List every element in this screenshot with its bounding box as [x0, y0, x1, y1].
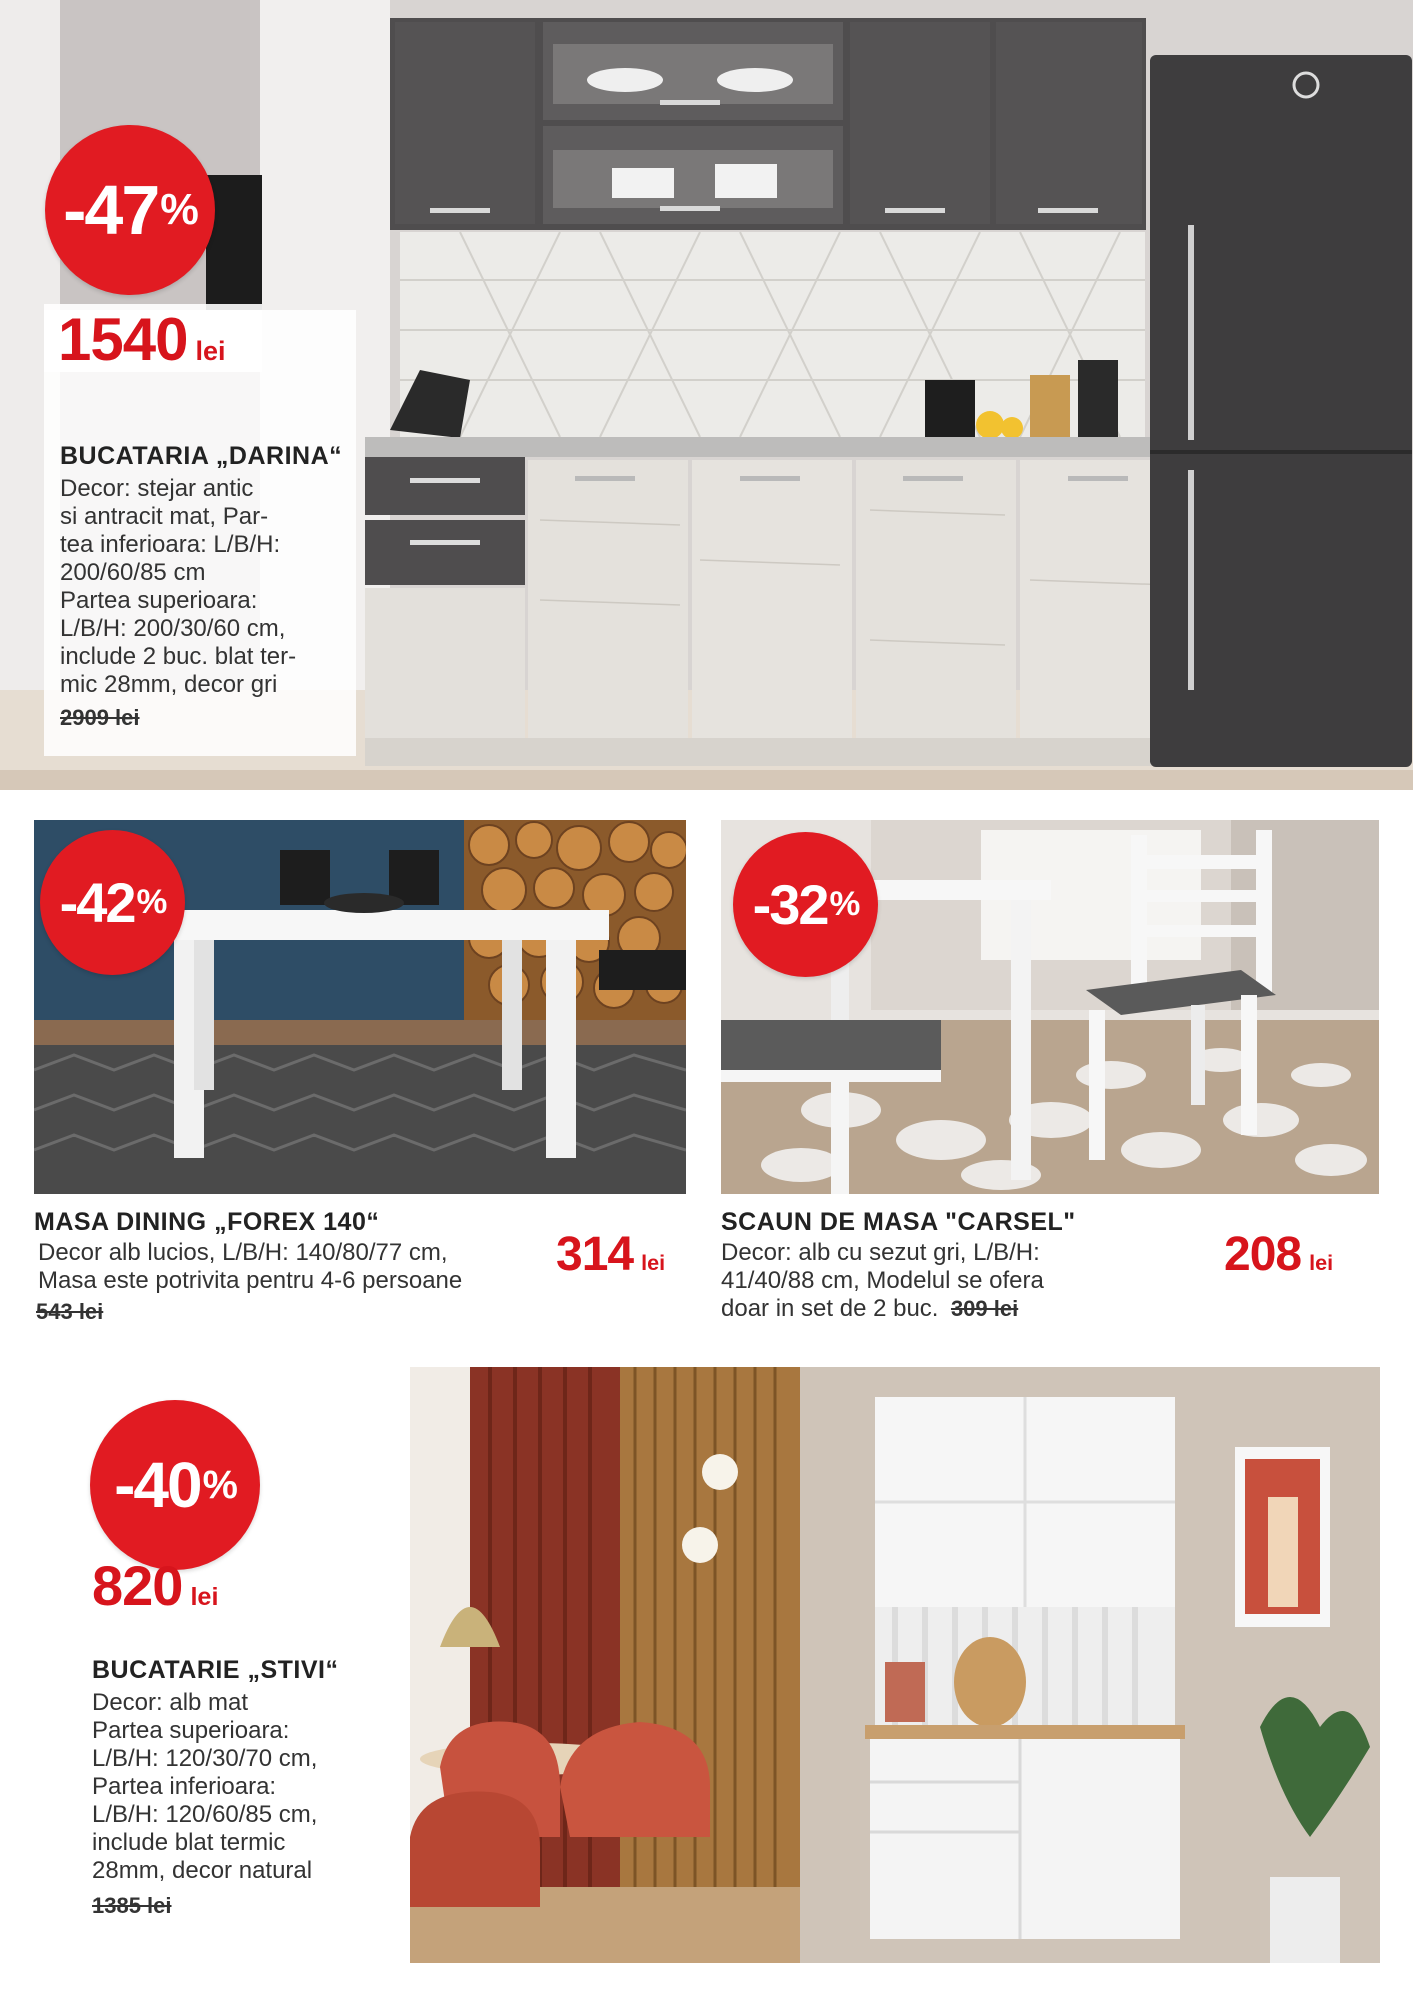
- darina-description-line: si antracit mat, Par-: [60, 503, 269, 530]
- darina-discount-value: -47: [63, 171, 159, 249]
- stivi-discount-value: -40: [114, 1449, 201, 1521]
- carsel-description-line: Decor: alb cu sezut gri, L/B/H:: [721, 1239, 1040, 1266]
- darina-description-line: 200/60/85 cm: [60, 559, 206, 586]
- darina-description-line: mic 28mm, decor gri: [60, 671, 278, 698]
- forex-discount-value: -42: [59, 871, 135, 934]
- forex-price: [556, 1228, 665, 1290]
- stivi-description-line: include blat termic: [92, 1829, 286, 1856]
- stivi-description-line: 28mm, decor natural: [92, 1857, 313, 1884]
- stivi-description-line: Partea superioara:: [92, 1717, 290, 1744]
- forex-description-line: Decor alb lucios, L/B/H: 140/80/77 cm,: [38, 1239, 448, 1266]
- stivi-description-line: L/B/H: 120/30/70 cm,: [92, 1745, 318, 1772]
- darina-percent-sign: %: [160, 185, 197, 234]
- forex-price-value: 314: [556, 1228, 634, 1281]
- stivi-old-price: 1385 lei: [92, 1893, 172, 1918]
- carsel-description-line: doar in set de 2 buc.: [721, 1295, 939, 1322]
- darina-description-line: include 2 buc. blat ter-: [60, 643, 297, 670]
- stivi-percent-sign: %: [202, 1462, 236, 1507]
- darina-discount-badge: [45, 125, 215, 295]
- stivi-description-line: Decor: alb mat: [92, 1689, 249, 1716]
- darina-description-line: Partea superioara:: [60, 587, 258, 614]
- forex-description-line: Masa este potrivita pentru 4-6 persoane: [38, 1267, 463, 1294]
- carsel-price: [1224, 1228, 1333, 1290]
- darina-description-line: tea inferioara: L/B/H:: [60, 531, 281, 558]
- darina-old-price: 2909 lei: [60, 705, 140, 730]
- carsel-price-value: 208: [1224, 1228, 1302, 1281]
- forex-text-block: [34, 1208, 554, 1325]
- darina-title: BUCATARIA „DARINA“: [60, 442, 343, 470]
- stivi-discount-badge: [90, 1400, 260, 1570]
- darina-price: [58, 308, 226, 383]
- stivi-price-currency: lei: [190, 1583, 219, 1611]
- carsel-discount-badge: [733, 832, 878, 977]
- stivi-description-line: Partea inferioara:: [92, 1773, 277, 1800]
- carsel-percent-sign: %: [829, 885, 859, 923]
- carsel-discount-value: -32: [752, 873, 828, 936]
- carsel-price-currency: lei: [1309, 1250, 1334, 1275]
- darina-price-value: 1540: [58, 306, 188, 373]
- carsel-title: SCAUN DE MASA "CARSEL": [721, 1208, 1076, 1236]
- darina-price-currency: lei: [195, 336, 226, 366]
- stivi-text-block: [92, 1656, 392, 1919]
- forex-percent-sign: %: [136, 883, 166, 921]
- carsel-description-line: 41/40/88 cm, Modelul se ofera: [721, 1267, 1044, 1294]
- forex-price-currency: lei: [641, 1250, 666, 1275]
- stivi-price: [92, 1556, 218, 1627]
- stivi-price-value: 820: [92, 1554, 183, 1617]
- darina-description-line: Decor: stejar antic: [60, 475, 254, 502]
- forex-discount-badge: [40, 830, 185, 975]
- stivi-title: BUCATARIE „STIVI“: [92, 1656, 339, 1684]
- carsel-last-line: [721, 1295, 1141, 1323]
- darina-description-line: L/B/H: 200/30/60 cm,: [60, 615, 286, 642]
- carsel-old-price: 309 lei: [950, 1296, 1019, 1321]
- forex-old-price: 543 lei: [36, 1299, 104, 1324]
- forex-title: MASA DINING „FOREX 140“: [34, 1208, 380, 1236]
- stivi-product-image: [410, 1367, 1380, 1963]
- darina-text-block: [60, 442, 360, 731]
- stivi-description-line: L/B/H: 120/60/85 cm,: [92, 1801, 318, 1828]
- carsel-text-block: [721, 1208, 1141, 1323]
